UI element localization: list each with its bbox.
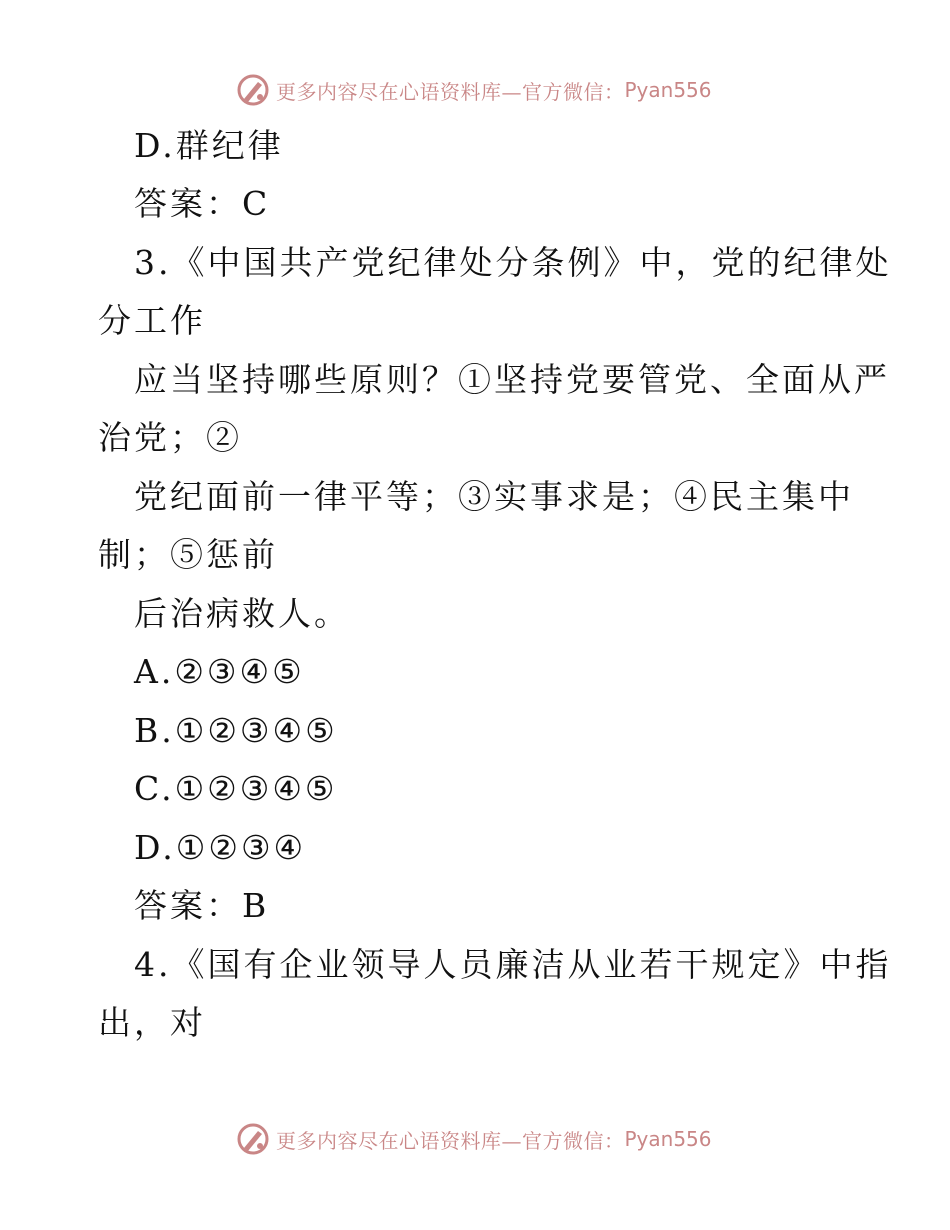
answer-line: 答案：B	[134, 886, 270, 925]
option-line: D.①②③④	[134, 828, 307, 867]
question-line: 3.《中国共产党纪律处分条例》中，党的纪律处	[134, 243, 892, 282]
question-line: 党纪面前一律平等；③实事求是；④民主集中	[134, 477, 854, 516]
watermark-text: 更多内容尽在心语资料库—官方微信：	[276, 79, 625, 104]
pen-seal-icon	[236, 1122, 270, 1156]
question-line: 出，对	[98, 1003, 206, 1042]
option-line: B.①②③④⑤	[134, 711, 338, 750]
option-line: A.②③④⑤	[134, 652, 305, 691]
question-line: 后治病救人。	[134, 594, 350, 633]
question-line: 应当坚持哪些原则？①坚持党要管党、全面从严	[134, 360, 890, 399]
pen-seal-icon	[236, 73, 270, 107]
question-line: 治党；②	[98, 418, 242, 457]
question-line: 4.《国有企业领导人员廉洁从业若干规定》中指	[134, 945, 892, 984]
watermark-wechat-id: Pyan556	[624, 1127, 712, 1151]
watermark-text: 更多内容尽在心语资料库—官方微信：	[276, 1128, 625, 1153]
option-line: C.①②③④⑤	[134, 769, 338, 808]
answer-line: 答案：C	[134, 184, 271, 223]
footer-watermark	[236, 1122, 712, 1156]
watermark-wechat-id: Pyan556	[624, 78, 712, 102]
question-line: 分工作	[98, 301, 206, 340]
question-line: 制；⑤惩前	[98, 535, 278, 574]
text-line: D.群纪律	[134, 126, 284, 165]
header-watermark	[236, 73, 712, 107]
